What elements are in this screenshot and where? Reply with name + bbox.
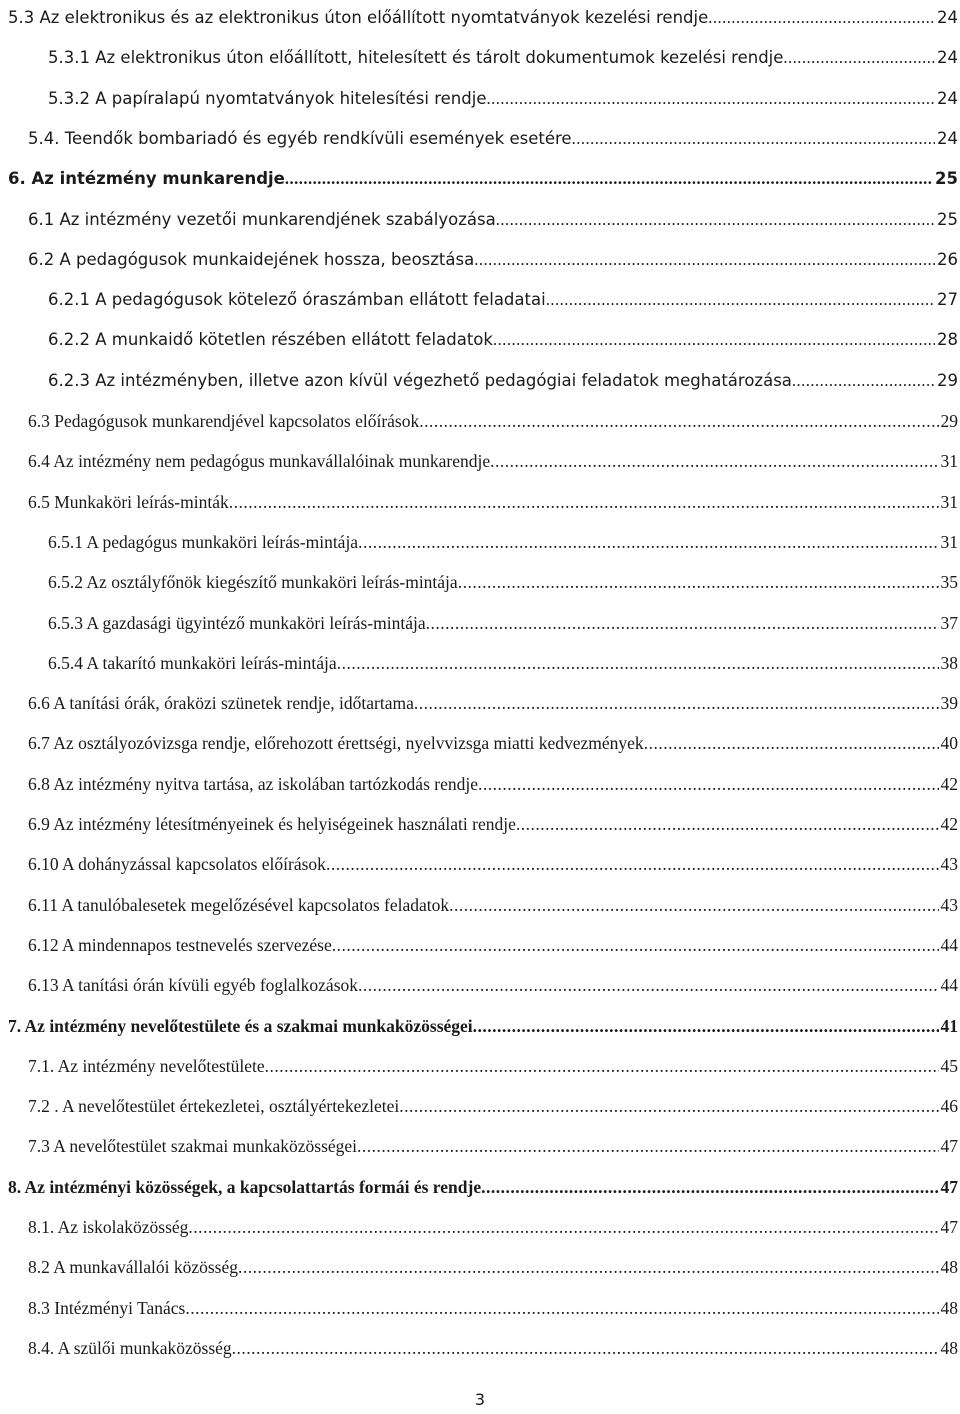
toc-entry-title: 6.4 Az intézmény nem pedagógus munkavállalóinak munkarendje bbox=[28, 451, 491, 472]
toc-entry[interactable] bbox=[0, 1132, 958, 1160]
toc-dot-leader bbox=[496, 206, 935, 234]
toc-entry[interactable] bbox=[0, 1092, 958, 1120]
toc-dot-leader bbox=[478, 770, 939, 798]
toc-entry[interactable] bbox=[0, 326, 958, 354]
toc-entry[interactable] bbox=[0, 246, 958, 274]
toc-entry[interactable] bbox=[0, 488, 958, 516]
toc-entry-title: 6.5.1 A pedagógus munkaköri leírás-mintája bbox=[48, 531, 359, 552]
toc-entry-title: 6.2.2 A munkaidő kötetlen részében ellátott feladatok bbox=[48, 330, 493, 350]
toc-dot-leader bbox=[419, 407, 938, 435]
toc-entry[interactable] bbox=[0, 609, 958, 637]
toc-entry-title: 8.3 Intézményi Tanács bbox=[28, 1297, 186, 1318]
toc-dot-leader bbox=[188, 1213, 938, 1241]
toc-dot-leader bbox=[490, 447, 938, 475]
toc-entry[interactable] bbox=[0, 850, 958, 878]
toc-entry-title: 6.2.1 A pedagógusok kötelező óraszámban ellátott feladatai bbox=[48, 290, 546, 310]
toc-entry[interactable] bbox=[0, 286, 958, 314]
toc-entry-title: 7. Az intézmény nevelőtestülete és a szakmai munkaközösségei bbox=[8, 1015, 473, 1036]
toc-entry-title: 7.3 A nevelőtestület szakmai munkaközösségei bbox=[28, 1136, 358, 1157]
toc-entry[interactable] bbox=[0, 528, 958, 556]
toc-entry-title: 6.1 Az intézmény vezetői munkarendjének szabályozása bbox=[28, 209, 496, 229]
toc-entry-page: 47 bbox=[940, 1217, 958, 1237]
toc-entry[interactable] bbox=[0, 810, 958, 838]
toc-entry-page: 42 bbox=[940, 814, 958, 834]
toc-dot-leader bbox=[326, 850, 939, 878]
toc-entry-page: 38 bbox=[940, 652, 958, 673]
toc-entry-page: 41 bbox=[940, 1015, 958, 1036]
toc-entry-page: 43 bbox=[940, 894, 958, 915]
toc-dot-leader bbox=[493, 326, 935, 354]
toc-dot-leader bbox=[265, 1052, 939, 1080]
toc-entry[interactable] bbox=[0, 931, 958, 959]
toc-entry-title: 6.5.4 A takarító munkaköri leírás-mintája bbox=[48, 652, 337, 673]
toc-entry[interactable] bbox=[0, 4, 958, 32]
toc-entry[interactable] bbox=[0, 568, 958, 596]
toc-entry-title: 8.2 A munkavállalói közösség bbox=[28, 1257, 238, 1278]
toc-dot-leader bbox=[449, 891, 938, 919]
toc-entry[interactable] bbox=[0, 649, 958, 677]
toc-entry-title: 6.5 Munkaköri leírás-minták bbox=[28, 491, 229, 512]
toc-entry[interactable] bbox=[0, 891, 958, 919]
toc-dot-leader bbox=[238, 1253, 939, 1281]
toc-entry-title: 5.4. Teendők bombariadó és egyéb rendkívüli események esetére bbox=[28, 128, 572, 148]
toc-entry-title: 6.8 Az intézmény nyitva tartása, az iskolában tartózkodás rendje bbox=[28, 773, 478, 794]
toc-entry-page: 46 bbox=[940, 1096, 958, 1117]
toc-entry-title: 6.7 Az osztályozóvizsga rendje, előrehozott érettségi, nyelvvizsga miatti kedvezmények bbox=[28, 733, 644, 754]
toc-entry-title: 6.6 A tanítási órák, óraközi szünetek rendje, időtartama bbox=[28, 693, 414, 714]
toc-dot-leader bbox=[399, 1092, 938, 1120]
toc-entry-page: 42 bbox=[940, 773, 958, 794]
toc-entry[interactable] bbox=[0, 85, 958, 113]
page-number: 3 bbox=[474, 1390, 486, 1409]
toc-entry[interactable] bbox=[0, 407, 958, 435]
toc-entry-page: 39 bbox=[940, 693, 958, 714]
toc-dot-leader bbox=[481, 1173, 938, 1201]
toc-entry-page: 44 bbox=[940, 975, 958, 996]
toc-entry-page: 48 bbox=[940, 1337, 958, 1358]
toc-dot-leader bbox=[414, 689, 939, 717]
toc-dot-leader bbox=[486, 85, 935, 113]
toc-entry-page: 44 bbox=[940, 934, 958, 955]
toc-entry-title: 6.3 Pedagógusok munkarendjével kapcsolatos előírások bbox=[28, 411, 420, 431]
toc-entry-page: 48 bbox=[940, 1257, 958, 1278]
toc-entry[interactable] bbox=[0, 1334, 958, 1362]
toc-entry-title: 6. Az intézmény munkarendje bbox=[8, 169, 285, 189]
toc-entry-title: 5.3.2 A papíralapú nyomtatványok hitelesítési rendje bbox=[48, 88, 487, 108]
toc-entry-page: 47 bbox=[940, 1136, 958, 1157]
toc-entry[interactable] bbox=[0, 1213, 958, 1241]
toc-entry[interactable] bbox=[0, 44, 958, 72]
toc-entry-title: 5.3 Az elektronikus és az elektronikus úton előállított nyomtatványok kezelési rendje bbox=[8, 8, 709, 27]
toc-dot-leader bbox=[229, 488, 939, 516]
toc-entry-page: 27 bbox=[937, 290, 958, 310]
toc-entry-page: 28 bbox=[937, 330, 958, 350]
toc-entry-title: 6.5.3 A gazdasági ügyintéző munkaköri leírás-mintája bbox=[48, 612, 426, 633]
toc-entry-title: 6.5.2 Az osztályfőnök kiegészítő munkaköri leírás-mintája bbox=[48, 572, 458, 593]
toc-entry[interactable] bbox=[0, 971, 958, 999]
toc-entry-page: 26 bbox=[937, 249, 958, 269]
toc-dot-leader bbox=[516, 810, 939, 838]
toc-entry-page: 43 bbox=[940, 854, 958, 875]
toc-entry-title: 6.11 A tanulóbalesetek megelőzésével kapcsolatos feladatok bbox=[28, 894, 450, 915]
toc-entry-page: 47 bbox=[940, 1176, 958, 1197]
toc-entry[interactable] bbox=[0, 165, 958, 193]
toc-entry[interactable] bbox=[0, 1294, 958, 1322]
toc-dot-leader bbox=[337, 649, 939, 677]
toc-entry-page: 24 bbox=[937, 88, 958, 108]
toc-entry[interactable] bbox=[0, 770, 958, 798]
toc-entry[interactable] bbox=[0, 367, 958, 395]
toc-dot-leader bbox=[358, 971, 938, 999]
toc-dot-leader bbox=[358, 528, 938, 556]
toc-entry-title: 6.10 A dohányzással kapcsolatos előírások bbox=[28, 854, 326, 875]
toc-entry-page: 24 bbox=[937, 128, 958, 148]
toc-entry[interactable] bbox=[0, 125, 958, 153]
toc-entry-title: 6.2.3 Az intézményben, illetve azon kívül végezhető pedagógiai feladatok meghatározása bbox=[48, 370, 792, 390]
toc-entry-page: 31 bbox=[940, 491, 958, 512]
toc-dot-leader bbox=[546, 286, 935, 314]
toc-dot-leader bbox=[644, 729, 939, 757]
toc-dot-leader bbox=[458, 568, 939, 596]
toc-dot-leader bbox=[708, 4, 935, 32]
toc-entry-page: 45 bbox=[940, 1055, 958, 1076]
toc-entry-title: 8.1. Az iskolaközösség bbox=[28, 1217, 189, 1237]
toc-entry-page: 25 bbox=[935, 169, 958, 189]
toc-entry-page: 31 bbox=[940, 451, 958, 472]
toc-dot-leader bbox=[332, 931, 939, 959]
toc-entry-page: 25 bbox=[937, 209, 958, 229]
toc-dot-leader bbox=[792, 367, 935, 395]
toc-entry[interactable] bbox=[0, 689, 958, 717]
toc-entry[interactable] bbox=[0, 1052, 958, 1080]
toc-entry-page: 40 bbox=[940, 733, 958, 754]
toc-dot-leader bbox=[285, 165, 933, 193]
toc-dot-leader bbox=[232, 1334, 939, 1362]
toc-entry[interactable] bbox=[0, 206, 958, 234]
toc-dot-leader bbox=[783, 44, 935, 72]
toc-entry-title: 6.12 A mindennapos testnevelés szervezése bbox=[28, 934, 332, 955]
toc-entry[interactable] bbox=[0, 1012, 958, 1040]
toc-entry-title: 7.2 . A nevelőtestület értekezletei, osztályértekezletei bbox=[28, 1096, 400, 1117]
toc-entry-page: 35 bbox=[940, 572, 958, 593]
toc-dot-leader bbox=[185, 1294, 938, 1322]
toc-entry[interactable] bbox=[0, 447, 958, 475]
toc-entry-page: 24 bbox=[937, 8, 958, 27]
toc-entry-page: 48 bbox=[940, 1297, 958, 1318]
toc-entry-title: 7.1. Az intézmény nevelőtestülete bbox=[28, 1055, 265, 1076]
toc-entry-title: 8.4. A szülői munkaközösség bbox=[28, 1337, 232, 1358]
toc-entry[interactable] bbox=[0, 729, 958, 757]
toc-entry-title: 6.13 A tanítási órán kívüli egyéb foglalkozások bbox=[28, 975, 359, 996]
toc-entry-title: 8. Az intézményi közösségek, a kapcsolattartás formái és rendje bbox=[8, 1176, 482, 1197]
toc-dot-leader bbox=[572, 125, 935, 153]
toc-entry-page: 24 bbox=[937, 48, 958, 68]
toc-entry-page: 31 bbox=[940, 531, 958, 552]
toc-entry-title: 5.3.1 Az elektronikus úton előállított, hitelesített és tárolt dokumentumok kezelési rendje bbox=[48, 48, 784, 68]
toc-dot-leader bbox=[473, 1012, 939, 1040]
toc-entry-title: 6.9 Az intézmény létesítményeinek és helyiségeinek használati rendje bbox=[28, 814, 516, 834]
toc-entry[interactable] bbox=[0, 1173, 958, 1201]
toc-entry-page: 29 bbox=[940, 411, 958, 431]
toc-dot-leader bbox=[426, 609, 939, 637]
toc-entry-page: 37 bbox=[940, 612, 958, 633]
toc-dot-leader bbox=[474, 246, 935, 274]
toc-entry-title: 6.2 A pedagógusok munkaidejének hossza, beosztása bbox=[28, 249, 475, 269]
toc-dot-leader bbox=[357, 1132, 938, 1160]
toc-entry[interactable] bbox=[0, 1253, 958, 1281]
toc-entry-page: 29 bbox=[937, 370, 958, 390]
